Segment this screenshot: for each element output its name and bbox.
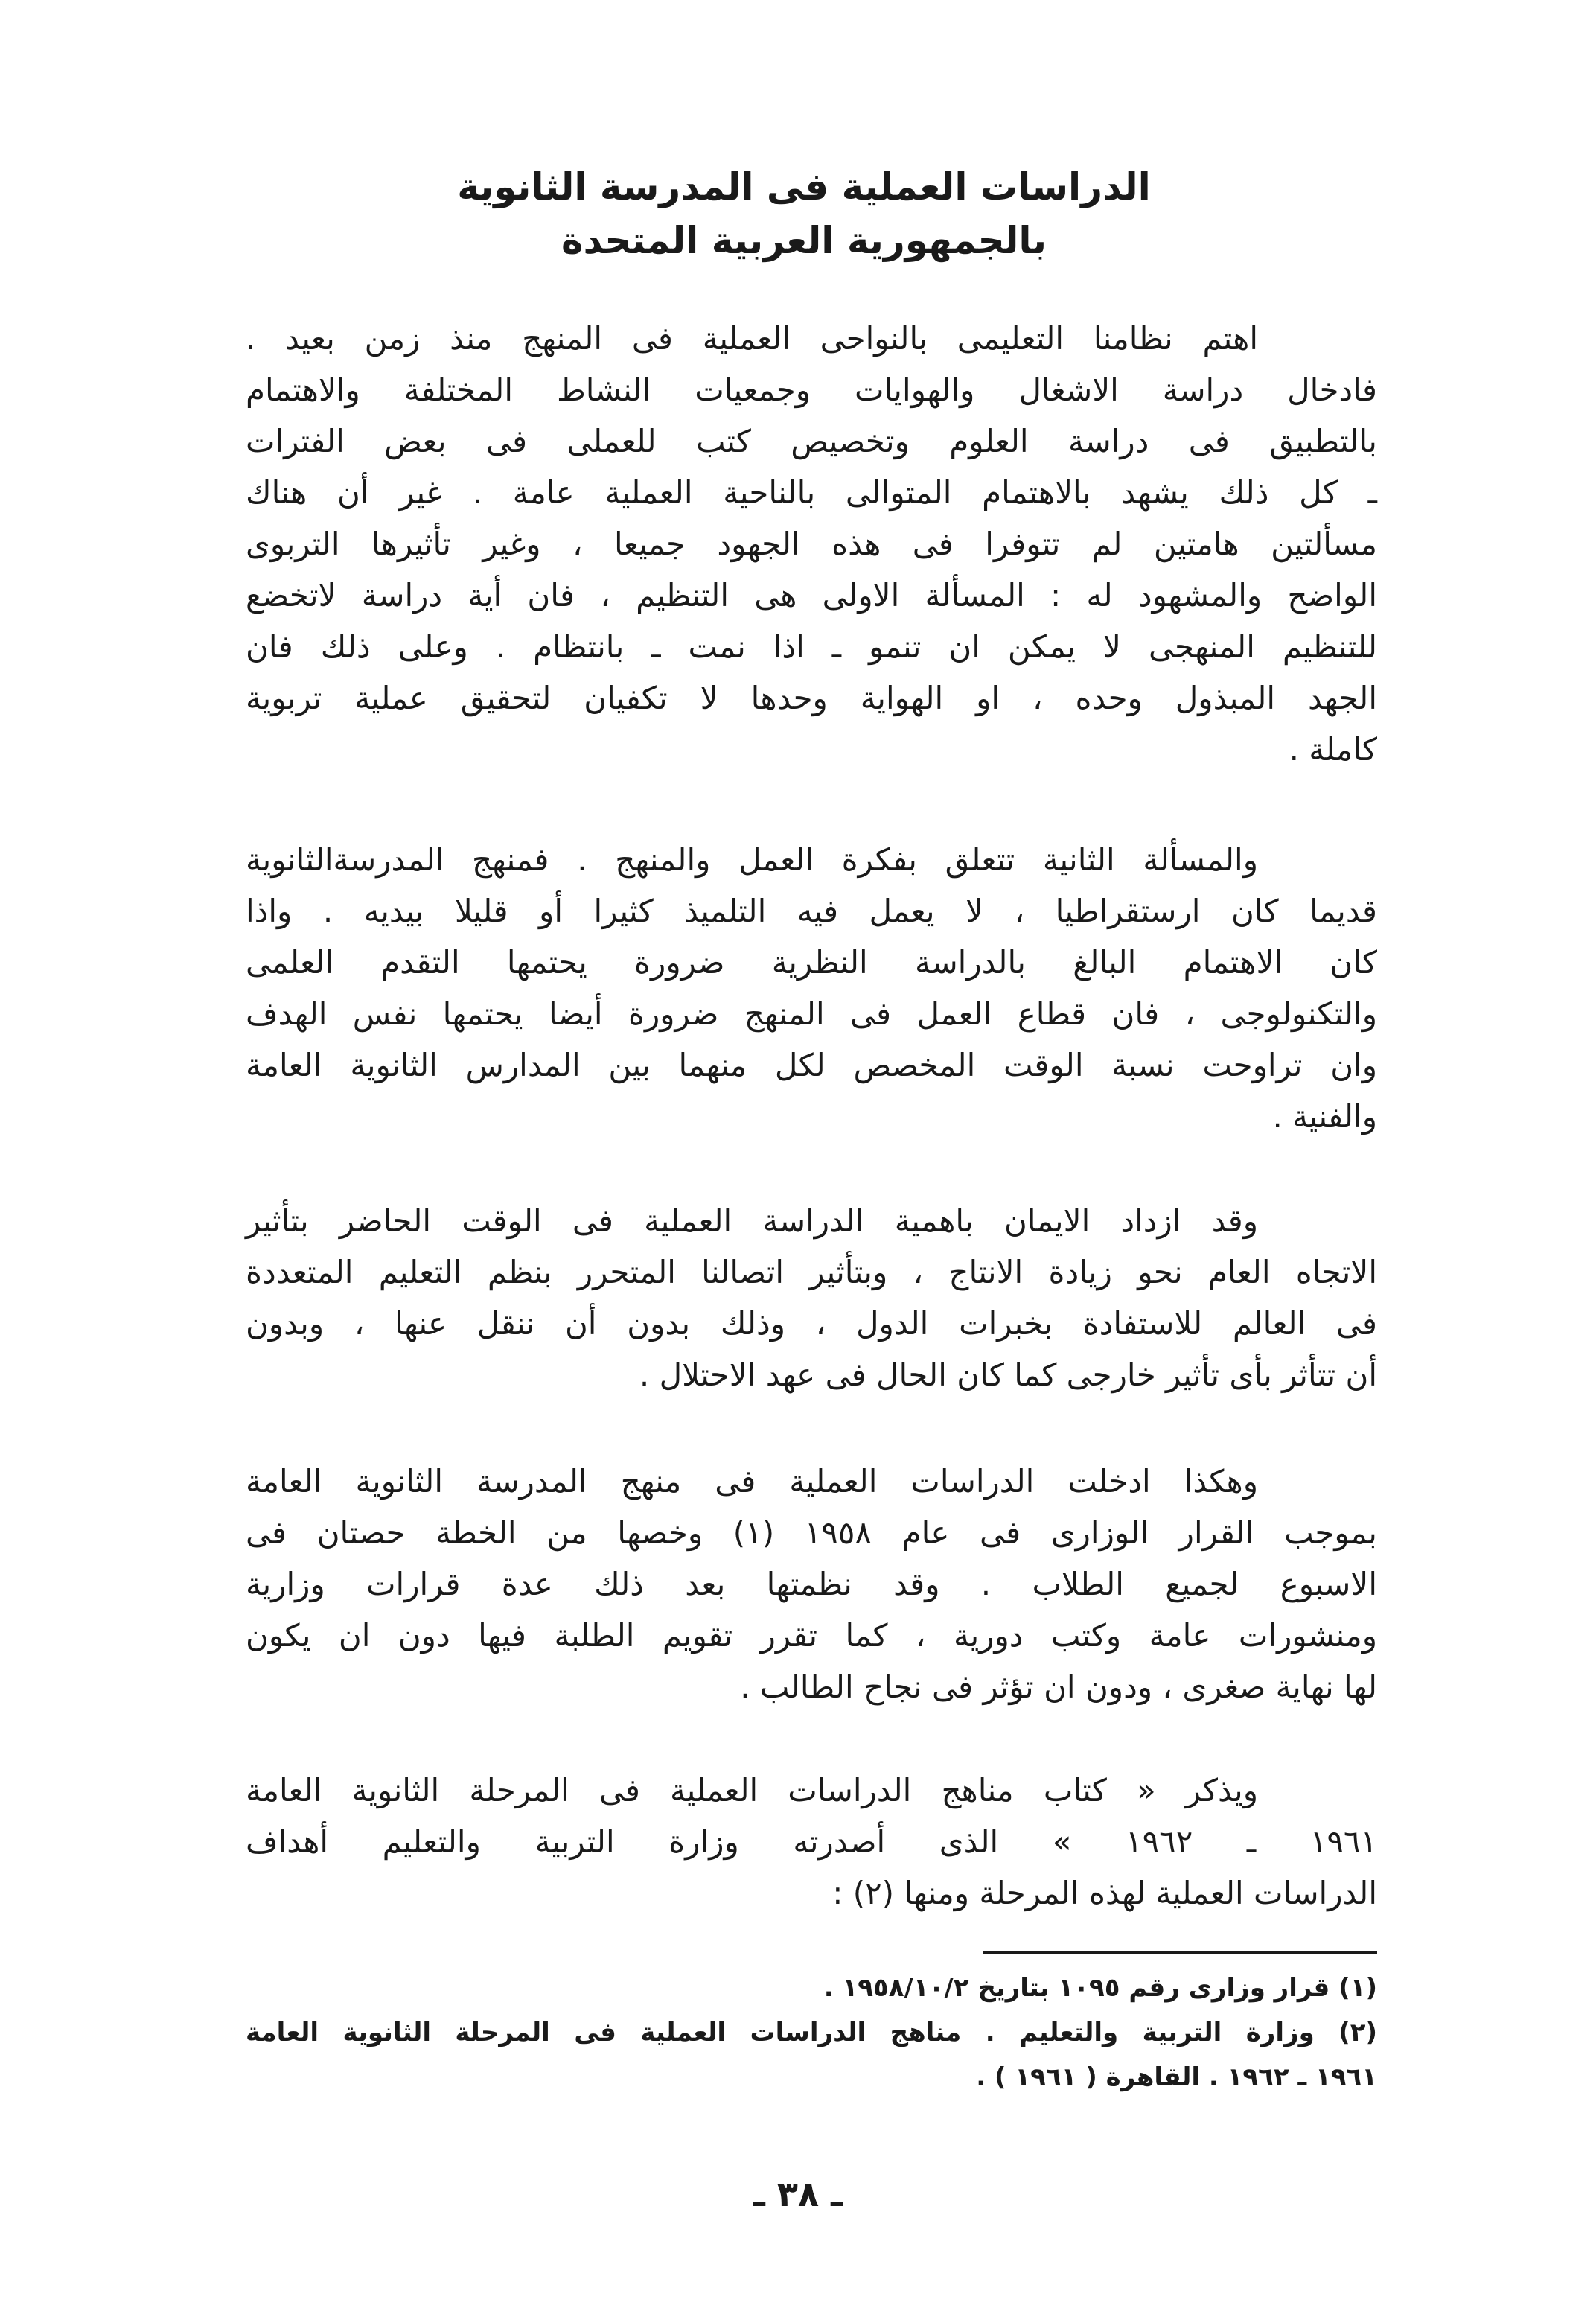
paragraph-line: وان تراوحت نسبة الوقت المخصص لكل منهما بين المدارس الثانوية العامة [246,1047,1377,1083]
paragraph-line: كان الاهتمام البالغ بالدراسة النظرية ضرورة يحتمها التقدم العلمى [246,944,1377,981]
paragraph-line: اهتم نظامنا التعليمى بالنواحى العملية فى المنهج منذ زمن بعيد . [246,320,1258,357]
paragraph-line: الدراسات العملية لهذه المرحلة ومنها (٢) : [832,1875,1377,1911]
paragraph-4 [246,1456,1377,1712]
page-title [223,160,1385,267]
paragraph-line: أن تتأثر بأى تأثير خارجى كما كان الحال فى عهد الاحتلال . [639,1357,1377,1393]
paragraph-line: للتنظيم المنهجى لا يمكن ان تنمو ـ اذا نمت ـ بانتظام . وعلى ذلك فان [246,628,1377,665]
paragraph-line: كاملة . [1289,731,1377,768]
paragraph-line: والتكنولوجى ، فان قطاع العمل فى المنهج ضرورة أيضا يحتمها نفس الهدف [246,995,1377,1032]
paragraph-line: بموجب القرار الوزارى فى عام ١٩٥٨ (١) وخصها من الخطة حصتان فى [246,1514,1377,1551]
paragraph-line: الاسبوع لجميع الطلاب . وقد نظمتها بعد ذلك عدة قرارات وزارية [246,1566,1377,1602]
footnotes [246,1966,1377,2100]
paragraph-2 [246,834,1377,1142]
paragraph-line: قديما كان ارستقراطيا ، لا يعمل فيه التلميذ كثيرا أو قليلا بيديه . واذا [246,893,1377,929]
paragraph-line: والمسألة الثانية تتعلق بفكرة العمل والمنهج . فمنهج المدرسةالثانوية [246,841,1258,878]
paragraph-line: الجهد المبذول وحده ، او الهواية وحدها لا تكفيان لتحقيق عملية تربوية [246,680,1377,716]
paragraph-1 [246,313,1377,775]
footnote-2-line-2: ١٩٦١ ـ ١٩٦٢ . القاهرة ( ١٩٦١ ) . [976,2062,1377,2092]
title-line-1: الدراسات العملية فى المدرسة الثانوية [457,165,1151,208]
footnote-1: (١) قرار وزارى رقم ١٠٩٥ بتاريخ ١٩٥٨/١٠/٢ . [823,1973,1377,2003]
paragraph-line: الاتجاه العام نحو زيادة الانتاج ، وبتأثير اتصالنا المتحرر بنظم التعليم المتعددة [246,1254,1377,1290]
paragraph-line: فادخال دراسة الاشغال والهوايات وجمعيات النشاط المختلفة والاهتمام [246,372,1377,408]
paragraph-line: وهكذا ادخلت الدراسات العملية فى منهج المدرسة الثانوية العامة [246,1463,1258,1500]
paragraph-line: بالتطبيق فى دراسة العلوم وتخصيص كتب للعملى فى بعض الفترات [246,423,1377,459]
paragraph-5 [246,1765,1377,1919]
paragraph-line: والفنية . [1272,1098,1377,1135]
paragraph-line: ويذكر « كتاب مناهج الدراسات العملية فى المرحلة الثانوية العامة [246,1772,1258,1808]
paragraph-line: فى العالم للاستفادة بخبرات الدول ، وذلك بدون أن ننقل عنها ، وبدون [246,1305,1377,1342]
footnote-divider [983,1951,1377,1954]
paragraph-line: لها نهاية صغرى ، ودون ان تؤثر فى نجاح الطالب . [740,1669,1377,1705]
paragraph-line: ومنشورات عامة وكتب دورية ، كما تقرر تقويم الطلبة فيها دون ان يكون [246,1617,1377,1654]
paragraph-line: وقد ازداد الايمان باهمية الدراسة العملية فى الوقت الحاضر بتأثير [246,1202,1258,1239]
paragraph-line: ـ كل ذلك يشهد بالاهتمام المتوالى بالناحية العملية عامة . غير أن هناك [246,474,1377,511]
title-line-2: بالجمهورية العربية المتحدة [561,219,1047,262]
paragraph-line: ١٩٦١ ـ ١٩٦٢ » الذى أصدرته وزارة التربية والتعليم أهداف [246,1823,1377,1860]
paragraph-line: الواضح والمشهود له : المسألة الاولى هى التنظيم ، فان أية دراسة لاتخضع [246,577,1377,614]
footnote-2-line-1: (٢) وزارة التربية والتعليم . مناهج الدراسات العملية فى المرحلة الثانوية العامة [246,2018,1377,2047]
paragraph-line: مسألتين هامتين لم تتوفرا فى هذه الجهود جميعا ، وغير تأثيرها التربوى [246,526,1377,562]
page-number: ـ ٣٨ ـ [753,2174,843,2214]
paragraph-3 [246,1195,1377,1400]
